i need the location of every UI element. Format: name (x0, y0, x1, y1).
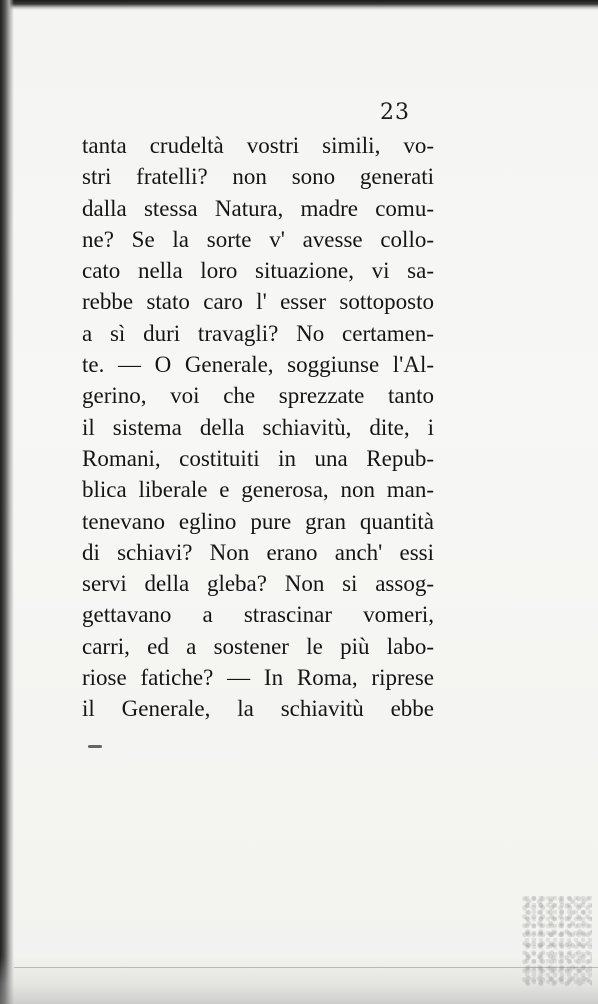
text-line: servi della gleba? Non si assog- (82, 571, 434, 597)
text-line: tenevano eglino pure gran quantità (82, 508, 434, 534)
text-line: riose fatiche? — In Roma, riprese (82, 665, 434, 691)
text-line: il Generale, la schiavitù ebbe (82, 696, 434, 722)
text-line: a sì duri travagli? No certamen- (82, 320, 434, 346)
page-top-edge-shadow (0, 0, 598, 10)
text-line: tanta crudeltà vostri simili, vo- (82, 133, 434, 158)
page-number: 23 (380, 100, 410, 125)
page-bottom-rule (14, 967, 598, 968)
text-line: di schiavi? Non erano anch' essi (82, 539, 434, 565)
text-line: dalla stessa Natura, madre comu- (82, 195, 434, 221)
text-line: gettavano a strascinar vomeri, (82, 602, 434, 628)
text-line: stri fratelli? non sono generati (82, 164, 434, 190)
page-bottom-edge (0, 956, 598, 1004)
text-line: il sistema della schiavitù, dite, i (82, 414, 434, 440)
ink-mark (88, 745, 102, 748)
text-line: rebbe stato caro l' esser sottoposto (82, 289, 434, 315)
foxing-stain (522, 896, 592, 986)
text-line: gerino, voi che sprezzate tanto (82, 383, 434, 409)
text-line: ne? Se la sorte v' avesse collo- (82, 226, 434, 252)
text-line: Romani, costituiti in una Repub- (82, 445, 434, 471)
text-line: blica liberale e generosa, non man- (82, 477, 434, 503)
text-line: te. — O Generale, soggiunse l'Al- (82, 352, 434, 378)
text-line: cato nella loro situazione, vi sa- (82, 258, 434, 284)
text-line: carri, ed a sostener le più labo- (82, 633, 434, 659)
page-binding-shadow (0, 0, 14, 1004)
body-text (82, 130, 434, 725)
